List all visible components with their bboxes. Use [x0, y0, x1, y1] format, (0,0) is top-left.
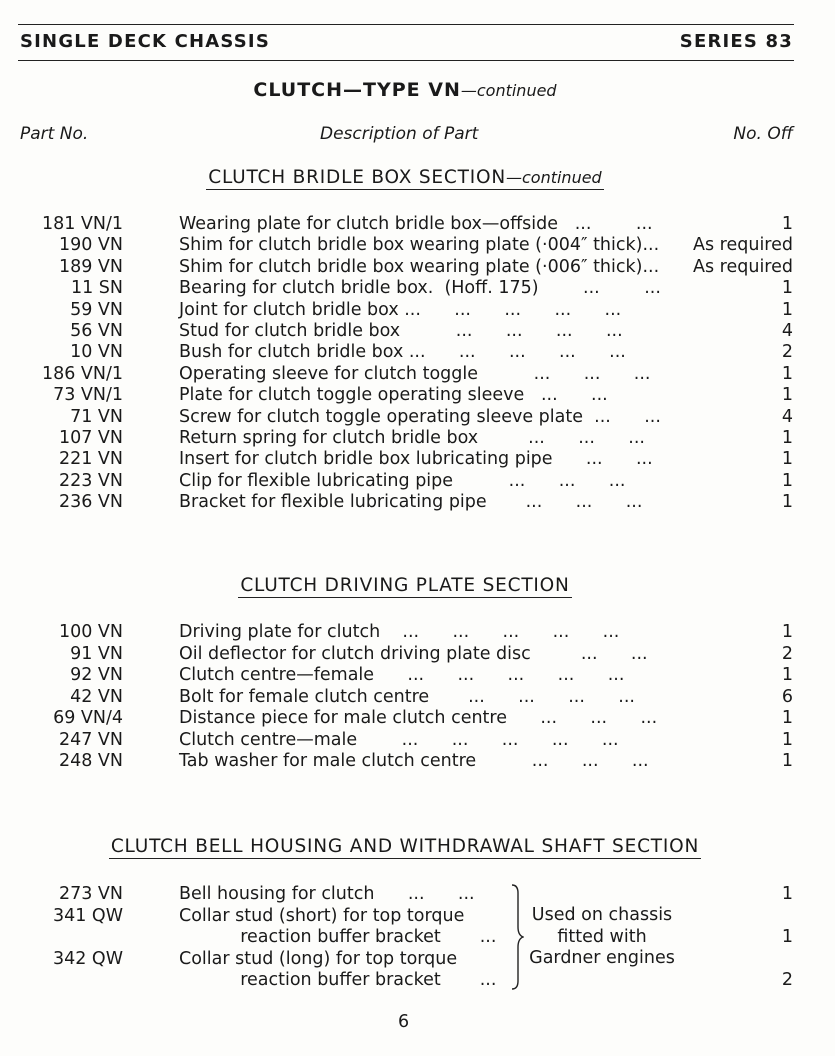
part-quantity: As required [693, 235, 793, 256]
part-row [0, 449, 835, 470]
column-header-description: Description of Part [320, 124, 479, 144]
part-quantity: 4 [781, 406, 793, 427]
part-quantity: 1 [781, 428, 793, 448]
part-quantity: 1 [781, 299, 793, 320]
part-description: Distance piece for male clutch centre ... ... ... [179, 708, 658, 728]
part-row [0, 257, 835, 278]
part-description: reaction buffer bracket ... [179, 970, 497, 990]
part-description: Bell housing for clutch ... ... [179, 884, 475, 904]
part-description: Bolt for female clutch centre ... ... ... ... [179, 686, 635, 707]
part-number: 107 VN [58, 428, 123, 448]
part-quantity: 1 [781, 622, 793, 642]
part-description: Shim for clutch bridle box wearing plate (·006″ thick)... [179, 256, 660, 277]
part-number: 342 QW [52, 948, 123, 969]
part-description: Driving plate for clutch ... ... ... ... ... [179, 622, 620, 642]
title-main: CLUTCH—TYPE VN [253, 79, 461, 101]
part-quantity: 4 [781, 321, 793, 341]
part-number: 189 VN [58, 256, 123, 277]
part-number: 92 VN [70, 665, 123, 685]
part-row [0, 884, 835, 905]
part-number: 69 VN/4 [53, 708, 123, 728]
section-heading-driving-plate [0, 575, 810, 596]
part-row [0, 492, 835, 513]
part-row [0, 687, 835, 708]
part-row [0, 278, 835, 299]
part-quantity: 1 [781, 449, 793, 470]
part-number: 190 VN [58, 235, 123, 256]
section-heading-suffix: —continued [505, 168, 602, 187]
part-description: Shim for clutch bridle box wearing plate (·004″ thick)... [179, 235, 660, 256]
part-row [0, 407, 835, 428]
part-number: 181 VN/1 [41, 214, 123, 234]
part-description: Clutch centre—male ... ... ... ... ... [179, 729, 619, 750]
part-number: 186 VN/1 [41, 363, 123, 384]
part-quantity: 1 [781, 385, 793, 406]
part-row [0, 906, 835, 927]
usage-note-line: fitted with [557, 926, 647, 947]
part-description: reaction buffer bracket ... [179, 927, 497, 947]
header-title: SINGLE DECK CHASSIS [20, 31, 270, 52]
part-number: 248 VN [58, 751, 123, 771]
part-number: 91 VN [70, 643, 123, 664]
part-row [0, 708, 835, 729]
part-description: Insert for clutch bridle box lubricating pipe ... ... [179, 449, 653, 470]
page-number: 6 [398, 1012, 410, 1032]
part-quantity: 2 [781, 643, 793, 664]
part-number: 236 VN [58, 492, 123, 513]
part-description: Operating sleeve for clutch toggle ... ... ... [179, 363, 651, 384]
title-suffix: —continued [460, 81, 557, 100]
column-header-part: Part No. [20, 124, 89, 144]
part-description: Screw for clutch toggle operating sleeve plate ... ... [179, 406, 661, 427]
column-header-quantity: No. Off [733, 124, 793, 144]
part-number: 221 VN [58, 449, 123, 470]
part-quantity: 1 [781, 927, 793, 947]
part-description: Plate for clutch toggle operating sleeve ... ... [179, 385, 608, 406]
part-quantity: 2 [781, 970, 793, 990]
part-row [0, 949, 835, 970]
part-row [0, 644, 835, 665]
part-description: Bearing for clutch bridle box. (Hoff. 175) ... ... [179, 278, 661, 299]
part-quantity: 1 [781, 708, 793, 728]
brace-icon [510, 883, 524, 991]
part-quantity: 1 [781, 214, 793, 234]
part-row [0, 214, 835, 235]
part-number: 247 VN [58, 729, 123, 750]
part-row [0, 471, 835, 492]
part-quantity: 1 [781, 884, 793, 904]
part-row [0, 321, 835, 342]
part-description: Joint for clutch bridle box ... ... ... ... ... [179, 299, 622, 320]
part-row [0, 342, 835, 363]
usage-note [527, 905, 677, 970]
usage-note-line: Used on chassis [531, 905, 673, 925]
part-row [0, 665, 835, 686]
part-description: Collar stud (long) for top torque [179, 948, 458, 969]
part-quantity: 2 [781, 342, 793, 363]
part-quantity: 1 [781, 492, 793, 513]
part-number: 273 VN [58, 884, 123, 904]
part-description: Clutch centre—female ... ... ... ... ... [179, 665, 625, 685]
header-series: SERIES 83 [679, 31, 793, 52]
section-heading-text: CLUTCH DRIVING PLATE SECTION [240, 575, 570, 596]
part-description: Bracket for flexible lubricating pipe ... ... ... [179, 492, 643, 513]
part-description: Stud for clutch bridle box ... ... ... ... [179, 321, 623, 341]
part-quantity: 6 [781, 686, 793, 707]
part-quantity: 1 [781, 278, 793, 299]
part-number: 223 VN [58, 470, 123, 491]
part-row [0, 622, 835, 643]
part-number: 341 QW [52, 905, 123, 926]
part-row [0, 730, 835, 751]
part-row [0, 300, 835, 321]
section-heading-bridle-box [0, 167, 810, 188]
part-number: 11 SN [70, 278, 123, 299]
part-quantity: 1 [781, 751, 793, 771]
section-heading-text: CLUTCH BELL HOUSING AND WITHDRAWAL SHAFT SECTION [110, 836, 700, 857]
part-description: Oil deflector for clutch driving plate disc ... ... [179, 643, 648, 664]
part-number: 10 VN [70, 342, 123, 363]
part-row [0, 927, 835, 948]
part-row [0, 970, 835, 991]
part-description: Collar stud (short) for top torque [179, 905, 465, 926]
section-heading-text: CLUTCH BRIDLE BOX SECTION [208, 167, 506, 188]
part-quantity: 1 [781, 363, 793, 384]
part-description: Tab washer for male clutch centre ... ... ... [179, 751, 649, 771]
part-description: Clip for flexible lubricating pipe ... ... ... [179, 470, 626, 491]
part-number: 42 VN [70, 686, 123, 707]
part-description: Return spring for clutch bridle box ... ... ... [179, 428, 645, 448]
part-row [0, 364, 835, 385]
page-title [0, 79, 810, 101]
part-number: 71 VN [70, 406, 123, 427]
part-number: 73 VN/1 [53, 385, 123, 406]
part-row [0, 428, 835, 449]
part-row [0, 235, 835, 256]
usage-note-line: Gardner engines [529, 948, 675, 968]
top-rule [18, 24, 794, 25]
section-heading-bell-housing [0, 836, 810, 857]
part-description: Wearing plate for clutch bridle box—offside ... ... [179, 214, 653, 234]
part-number: 100 VN [58, 622, 123, 642]
part-quantity: 1 [781, 470, 793, 491]
part-row [0, 751, 835, 772]
part-number: 59 VN [70, 299, 123, 320]
part-number: 56 VN [70, 321, 123, 341]
header-rule [18, 60, 794, 61]
part-quantity: 1 [781, 665, 793, 685]
part-quantity: 1 [781, 729, 793, 750]
part-description: Bush for clutch bridle box ... ... ... ... ... [179, 342, 626, 363]
part-quantity: As required [693, 256, 793, 277]
part-row [0, 385, 835, 406]
